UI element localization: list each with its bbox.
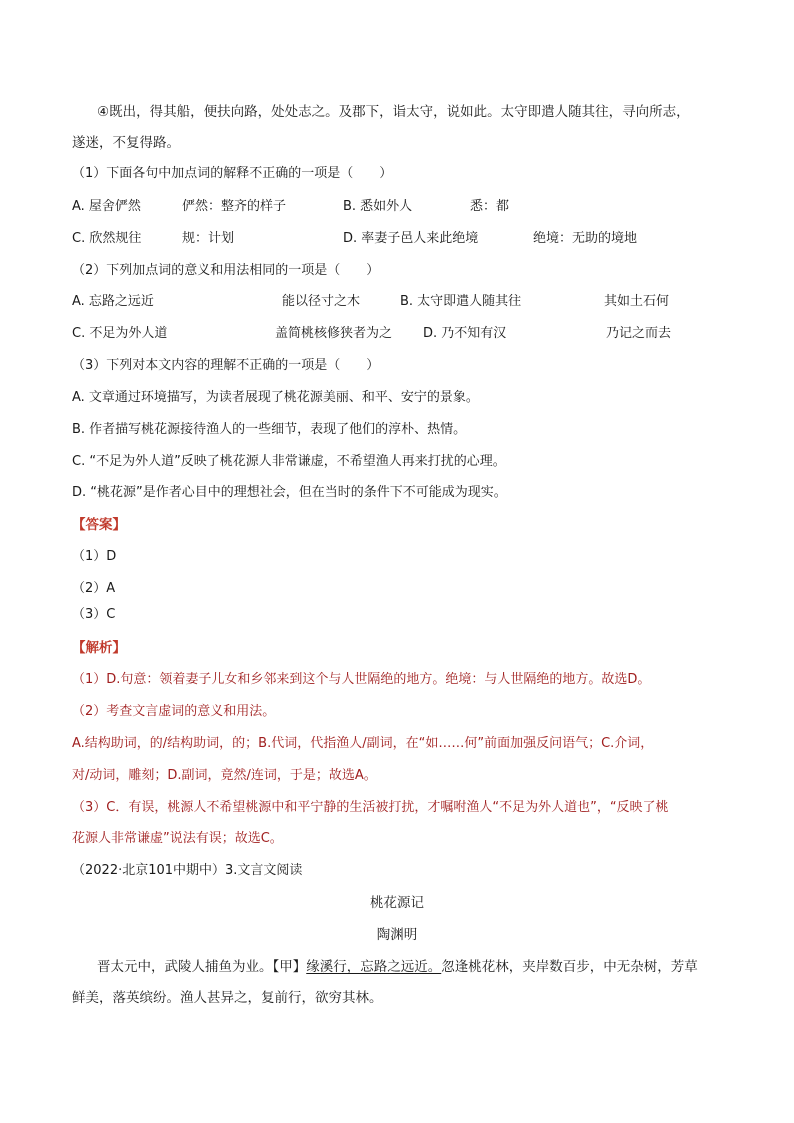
q2-option-a: A. 忘路之远近: [72, 294, 154, 309]
passage-mark-jia: 【甲】: [272, 959, 307, 975]
passage-underlined-sentence: 缘溪行，忘路之远近。: [306, 959, 442, 975]
analysis-p3-line1: A.结构助词，的/结构助词，的；B.代词，代指渔人/副词，在“如……何”前面加强反问语气；C.介词，: [72, 736, 654, 751]
passage-continuation: 忽逢桃花林，夹岸数百步，中无杂树，芳草: [441, 959, 698, 975]
analysis-p1: （1）D.句意：领着妻子儿女和乡邻来到这个与人世隔绝的地方。绝境：与人世隔绝的地方。故选D。: [72, 672, 651, 687]
question-source: （2022·北京101中期中）3.文言文阅读: [72, 863, 303, 878]
q3-option-d: D. “桃花源”是作者心目中的理想社会，但在当时的条件下不可能成为现实。: [72, 485, 507, 500]
passage-intro: 晋太元中，武陵人捕鱼为业。: [97, 959, 273, 975]
passage-line-1: ④既出，得其船，便扶向路，处处志之。及郡下，诣太守，说如此。太守即遣人随其往，寻向所志，: [97, 104, 690, 120]
passage-line-second: 鲜美，落英缤纷。渔人甚异之，复前行，欲穷其林。: [72, 990, 383, 1006]
analysis-tag: 【解析】: [72, 640, 126, 656]
answer-1: （1）D: [72, 549, 117, 564]
q3-stem: （3）下列对本文内容的理解不正确的一项是（ ）: [72, 358, 380, 373]
q1-option-b: B. 悉如外人: [343, 199, 413, 214]
passage-title: 桃花源记: [370, 895, 424, 911]
q2-option-c-compare: 盖简桃核修狭者为之: [275, 326, 393, 341]
q1-stem: （1）下面各句中加点词的解释不正确的一项是（ ）: [72, 166, 393, 181]
answer-3: （3）C: [72, 607, 116, 622]
q2-option-c: C. 不足为外人道: [72, 326, 168, 341]
q2-option-d-compare: 乃记之而去: [606, 326, 672, 341]
q1-option-d: D. 率妻子邑人来此绝境: [343, 231, 479, 246]
q1-option-a-explain: 俨然：整齐的样子: [182, 199, 287, 214]
answer-tag: 【答案】: [72, 517, 126, 533]
q1-option-c: C. 欣然规往: [72, 231, 142, 246]
passage-author: 陶渊明: [376, 927, 418, 943]
q3-option-a: A. 文章通过环境描写，为读者展现了桃花源美丽、和平、安宁的景象。: [72, 390, 479, 405]
q2-option-a-compare: 能以径寸之木: [282, 294, 361, 309]
analysis-p3-line2: 对/动词，雕刻；D.副词，竟然/连词，于是；故选A。: [72, 768, 377, 783]
analysis-p4-line2: 花源人非常谦虚”说法有误；故选C。: [72, 831, 283, 846]
analysis-p2: （2）考查文言虚词的意义和用法。: [72, 704, 276, 719]
q1-option-b-explain: 悉：都: [470, 199, 510, 214]
q1-option-c-explain: 规：计划: [182, 231, 235, 246]
q1-option-d-explain: 绝境：无助的境地: [533, 231, 638, 246]
q3-option-b: B. 作者描写桃花源接待渔人的一些细节，表现了他们的淳朴、热情。: [72, 422, 467, 437]
q2-option-b: B. 太守即遣人随其往: [400, 294, 522, 309]
answer-2: （2）A: [72, 581, 116, 596]
passage-line-first: [97, 958, 698, 976]
analysis-p4-line1: （3）C．有误，桃源人不希望桃源中和平宁静的生活被打扰，才嘱咐渔人“不足为外人道也”，“反映了桃: [72, 800, 669, 815]
q2-option-d: D. 乃不知有汉: [423, 326, 507, 341]
q2-option-b-compare: 其如土石何: [604, 294, 670, 309]
q3-option-c: C. “不足为外人道”反映了桃花源人非常谦虚，不希望渔人再来打扰的心理。: [72, 454, 506, 469]
q2-stem: （2）下列加点词的意义和用法相同的一项是（ ）: [72, 263, 380, 278]
q1-option-a: A. 屋舍俨然: [72, 199, 141, 214]
passage-line-2: 遂迷，不复得路。: [72, 135, 180, 151]
